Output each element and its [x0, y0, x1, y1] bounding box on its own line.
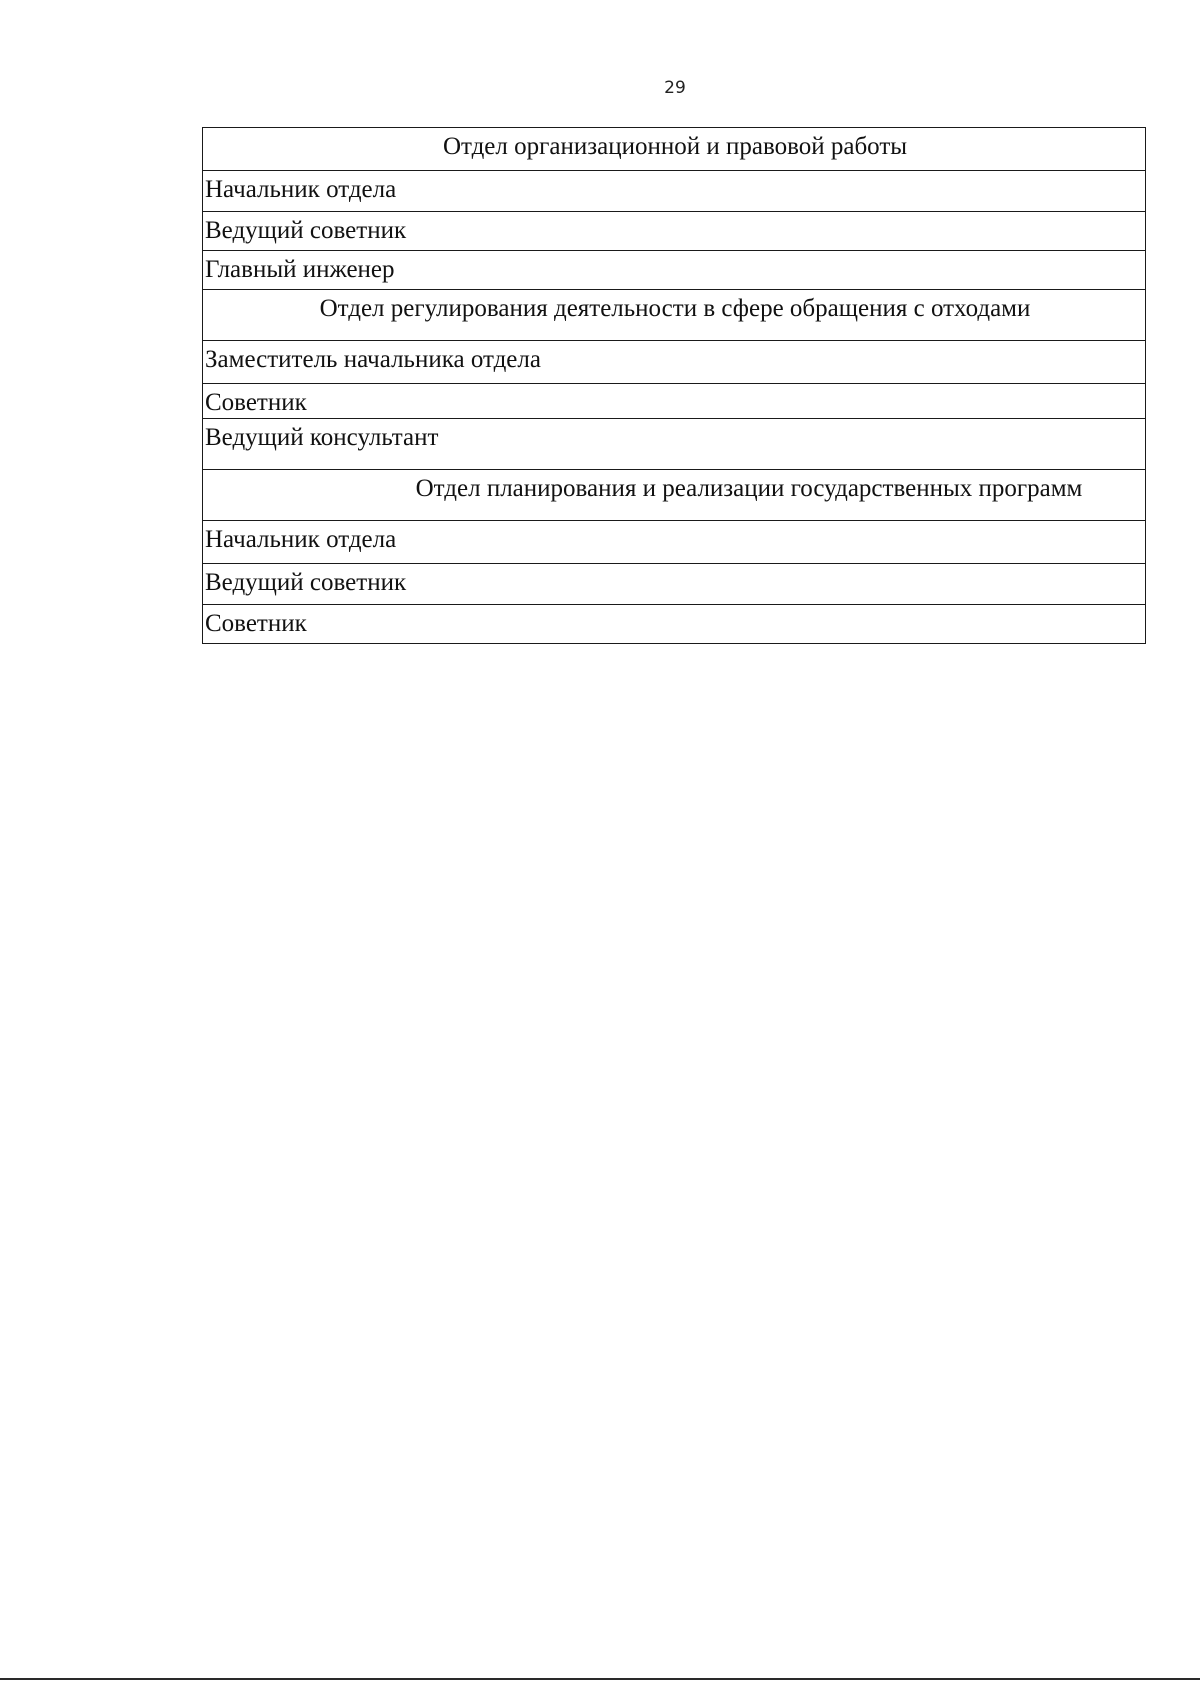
position-cell: Начальник отдела — [203, 521, 1146, 564]
table-row — [203, 470, 1146, 521]
page-number: 29 — [664, 78, 686, 98]
position-cell: Советник — [203, 384, 1146, 419]
table-row — [203, 384, 1146, 419]
position-cell: Заместитель начальника отдела — [203, 341, 1146, 384]
department-heading: Отдел планирования и реализации государственных программ — [203, 470, 1146, 521]
position-cell: Ведущий советник — [203, 564, 1146, 605]
table-row — [203, 290, 1146, 341]
table-row — [203, 128, 1146, 171]
table-row — [203, 212, 1146, 251]
department-heading: Отдел регулирования деятельности в сфере обращения с отходами — [203, 290, 1146, 341]
table-row — [203, 251, 1146, 290]
position-cell: Ведущий советник — [203, 212, 1146, 251]
position-cell: Начальник отдела — [203, 171, 1146, 212]
position-cell: Главный инженер — [203, 251, 1146, 290]
scan-bottom-edge — [0, 1678, 1200, 1680]
table-row — [203, 521, 1146, 564]
staff-positions-table — [202, 127, 1146, 644]
table-row — [203, 171, 1146, 212]
table-row — [203, 605, 1146, 644]
position-cell: Советник — [203, 605, 1146, 644]
table-row — [203, 564, 1146, 605]
position-cell: Ведущий консультант — [203, 419, 1146, 470]
table-row — [203, 419, 1146, 470]
table-row — [203, 341, 1146, 384]
department-heading: Отдел организационной и правовой работы — [203, 128, 1146, 171]
